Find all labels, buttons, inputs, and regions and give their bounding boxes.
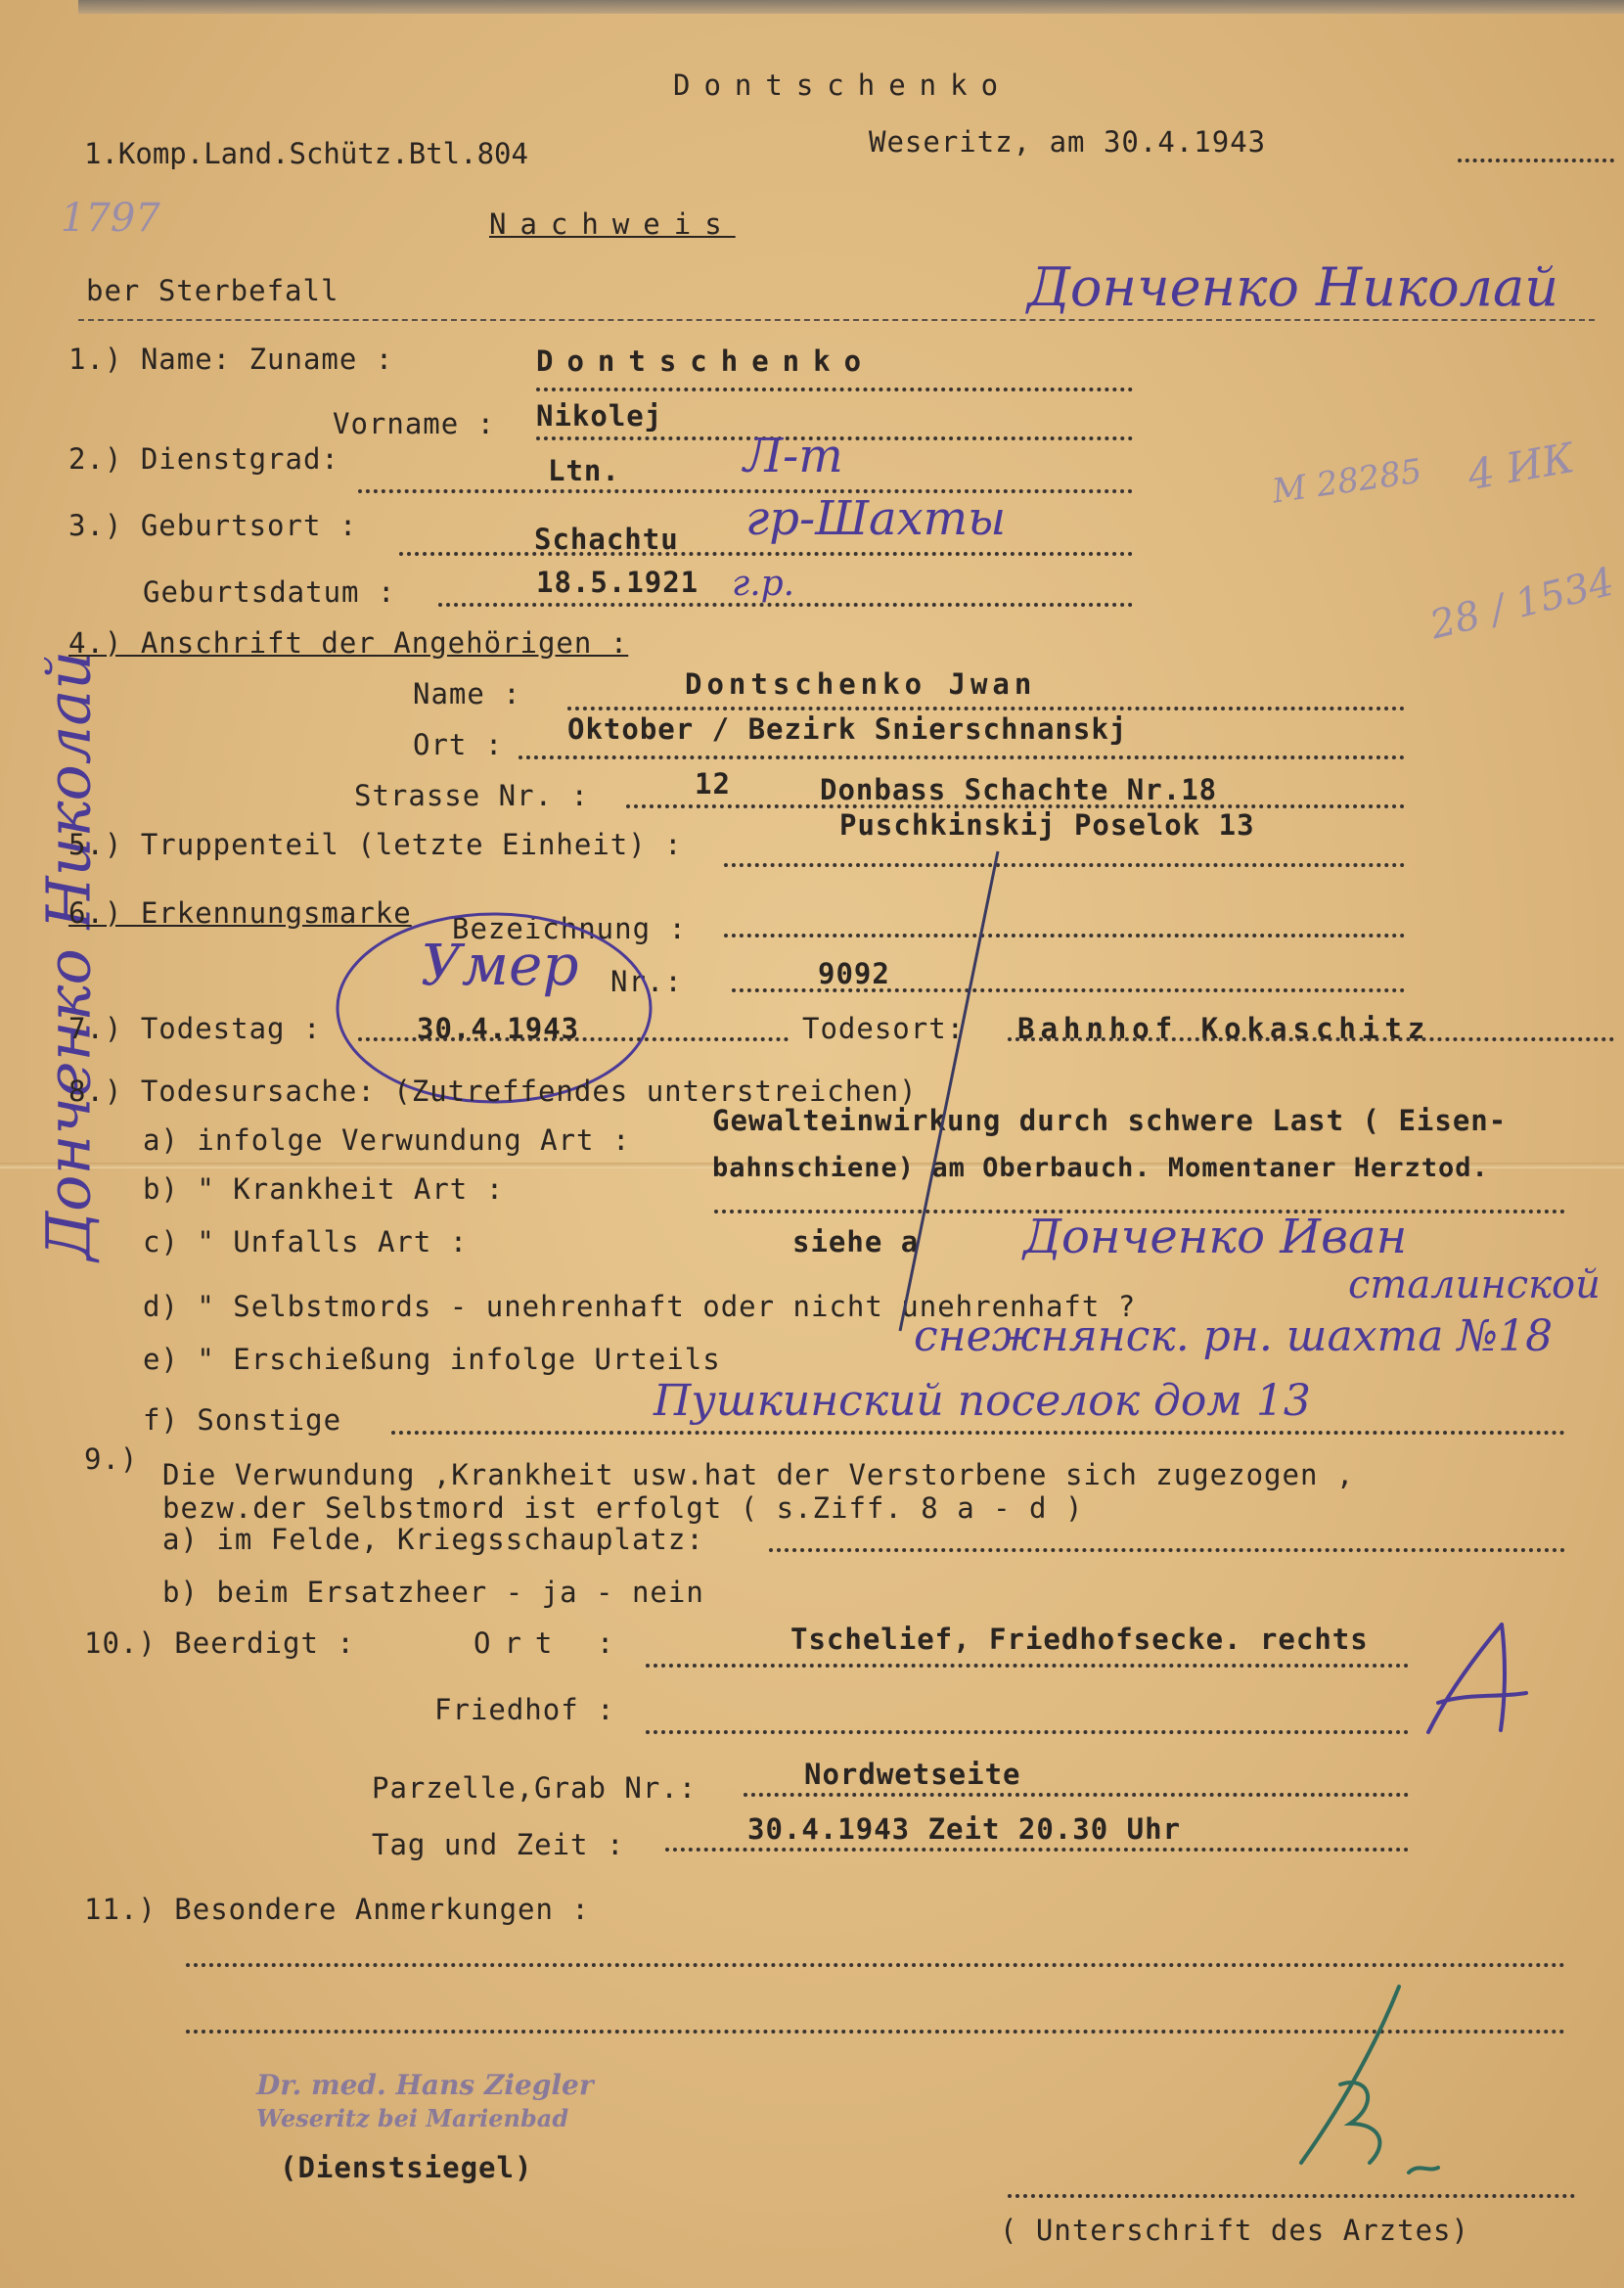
strasse-value: Donbass Schachte Nr.18 bbox=[820, 773, 1218, 806]
nr-label: Nr.: bbox=[610, 965, 683, 998]
dotted-line bbox=[1008, 1037, 1614, 1041]
dotted-line bbox=[519, 755, 1405, 759]
geburtsdatum-handwritten: г.р. bbox=[732, 564, 795, 604]
beerdigt-ort: Tschelief, Friedhofsecke. rechts bbox=[790, 1623, 1369, 1656]
geburtsdatum-label: Geburtsdatum : bbox=[143, 575, 396, 609]
field-9-text-1: Die Verwundung ,Krankheit usw.hat der Verstorbene sich zugezogen , bbox=[162, 1458, 1355, 1491]
bezeichnung-label: Bezeichnung : bbox=[452, 912, 687, 945]
cause-f-label: f) Sonstige bbox=[143, 1403, 342, 1437]
field-6-label: 6.) Erkennungsmarke bbox=[68, 896, 412, 930]
vorname-label: Vorname : bbox=[333, 407, 496, 440]
todesort-label: Todesort: bbox=[802, 1012, 966, 1045]
dienstgrad-handwritten: Л-т bbox=[744, 429, 843, 483]
dienstgrad-value: Ltn. bbox=[548, 454, 620, 487]
handwritten-name: Донченко Николай bbox=[1027, 256, 1559, 318]
geburtsort-handwritten: гр-Шахты bbox=[745, 491, 1007, 546]
seal-line-1: Dr. med. Hans Ziegler bbox=[256, 2069, 594, 2101]
relative-handwritten: Донченко Иван bbox=[1023, 1210, 1408, 1264]
dotted-line bbox=[646, 1664, 1409, 1668]
file-number: 1797 bbox=[61, 196, 160, 241]
todesort-value: Bahnhof Kokaschitz bbox=[1017, 1012, 1431, 1045]
dotted-line bbox=[536, 388, 1133, 391]
cause-d-handwritten: сталинской bbox=[1348, 1262, 1601, 1307]
dotted-line bbox=[567, 707, 1405, 710]
dotted-line bbox=[186, 1963, 1565, 1967]
cause-d-label: d) " Selbstmords - unehrenhaft oder nicht unehrenhaft ? bbox=[143, 1290, 1137, 1323]
field-2-label: 2.) Dienstgrad: bbox=[68, 442, 339, 476]
pencil-note-3: 28 / 1534 bbox=[1425, 559, 1619, 649]
signature-caption: ( Unterschrift des Arztes) bbox=[1000, 2214, 1469, 2247]
field-9-label: 9.) bbox=[84, 1442, 139, 1476]
field-9-text-2: bezw.der Selbstmord ist erfolgt ( s.Ziff. 8 a - d ) bbox=[162, 1491, 1084, 1525]
doc-title: Nachweis bbox=[489, 207, 736, 241]
cause-f-handwritten: Пушкинский поселок дом 13 bbox=[654, 1376, 1311, 1426]
dotted-line bbox=[724, 934, 1405, 938]
angehoeriger-ort: Oktober / Bezirk Snierschnanskj bbox=[567, 712, 1128, 746]
strasse-value-2: Puschkinskij Poselok 13 bbox=[839, 808, 1255, 842]
cause-a-value: Gewalteinwirkung durch schwere Last ( Eisen- bbox=[712, 1104, 1508, 1137]
dotted-line bbox=[1008, 2194, 1575, 2198]
strasse-label: Strasse Nr. : bbox=[354, 779, 589, 812]
dotted-line bbox=[769, 1548, 1565, 1552]
doc-subtitle: ber Sterbefall bbox=[86, 274, 339, 307]
dotted-line bbox=[744, 1793, 1409, 1797]
cause-c-value: siehe a bbox=[792, 1225, 920, 1258]
header-unit: 1.Komp.Land.Schütz.Btl.804 bbox=[84, 137, 528, 170]
cause-c-label: c) " Unfalls Art : bbox=[143, 1225, 469, 1258]
dotted-line bbox=[646, 1730, 1409, 1734]
field-9-b: b) beim Ersatzheer - ja - nein bbox=[162, 1576, 704, 1609]
name-label: Name : bbox=[413, 677, 521, 710]
field-8-label: 8.) Todesursache: (Zutreffendes unterstreichen) bbox=[68, 1075, 918, 1108]
ort-label: Ort : bbox=[413, 728, 504, 761]
cause-e-label: e) " Erschießung infolge Urteils bbox=[143, 1343, 721, 1376]
seal-line-2: Weseritz bei Marienbad bbox=[256, 2104, 569, 2132]
geburtsort-value: Schachtu bbox=[534, 523, 679, 556]
pencil-note-1: М 28285 bbox=[1269, 451, 1424, 512]
field-4-label: 4.) Anschrift der Angehörigen : bbox=[68, 626, 629, 660]
cause-b-label: b) " Krankheit Art : bbox=[143, 1172, 505, 1206]
geburtsdatum-value: 18.5.1921 bbox=[536, 566, 699, 599]
field-3-label: 3.) Geburtsort : bbox=[68, 509, 358, 542]
todestag-value: 30.4.1943 bbox=[417, 1012, 580, 1045]
dotted-line bbox=[732, 988, 1405, 992]
cause-a-label: a) infolge Verwundung Art : bbox=[143, 1123, 631, 1157]
dienstsiegel-label: (Dienstsiegel) bbox=[280, 2151, 533, 2184]
strasse-nr: 12 bbox=[695, 767, 731, 801]
header-place-date: Weseritz, am 30.4.1943 bbox=[869, 125, 1267, 159]
margin-handwritten-name: Донченко Николай bbox=[32, 650, 105, 1261]
erkennungsmarke-nr: 9092 bbox=[818, 957, 890, 990]
field-10-label: 10.) Beerdigt : bbox=[84, 1626, 355, 1660]
field-11-label: 11.) Besondere Anmerkungen : bbox=[84, 1893, 590, 1926]
pen-stroke bbox=[841, 842, 1037, 1350]
zuname-value: Dontschenko bbox=[536, 344, 876, 378]
cause-a-value-2: bahnschiene) am Oberbauch. Momentaner Herztod. bbox=[712, 1153, 1489, 1183]
doctor-signature bbox=[1272, 1977, 1467, 2192]
cause-e-handwritten: снежнянск. рн. шахта №18 bbox=[914, 1311, 1554, 1361]
dotted-line bbox=[391, 1431, 1565, 1435]
header-rule bbox=[78, 319, 1595, 321]
dotted-line bbox=[665, 1848, 1409, 1852]
parzelle-value: Nordwetseite bbox=[804, 1758, 1021, 1791]
header-surname: Dontschenko bbox=[673, 69, 1013, 102]
friedhof-label: Friedhof : bbox=[434, 1693, 615, 1726]
dotted-line bbox=[724, 863, 1405, 867]
dotted-line bbox=[1458, 159, 1614, 162]
field-9-a: a) im Felde, Kriegsschauplatz: bbox=[162, 1523, 704, 1556]
tagzeit-label: Tag und Zeit : bbox=[372, 1828, 625, 1861]
dotted-line bbox=[399, 552, 1133, 556]
dotted-line bbox=[438, 603, 1133, 607]
field-5-label: 5.) Truppenteil (letzte Einheit) : bbox=[68, 828, 683, 861]
parzelle-label: Parzelle,Grab Nr.: bbox=[372, 1771, 698, 1805]
tagzeit-value: 30.4.1943 Zeit 20.30 Uhr bbox=[747, 1812, 1182, 1846]
ort2-label: Ort : bbox=[474, 1626, 628, 1660]
vorname-value: Nikolej bbox=[536, 399, 663, 433]
pencil-note-2: 4 ИК bbox=[1464, 433, 1578, 500]
page-top-edge bbox=[78, 0, 1624, 14]
dotted-line bbox=[358, 1037, 789, 1041]
angehoeriger-name: Dontschenko Jwan bbox=[685, 667, 1037, 701]
stamp-handwritten: Умер bbox=[421, 932, 579, 998]
field-1-label: 1.) Name: Zuname : bbox=[68, 343, 394, 376]
field-7-label: 7.) Todestag : bbox=[68, 1012, 322, 1045]
initials-signature bbox=[1409, 1615, 1536, 1752]
